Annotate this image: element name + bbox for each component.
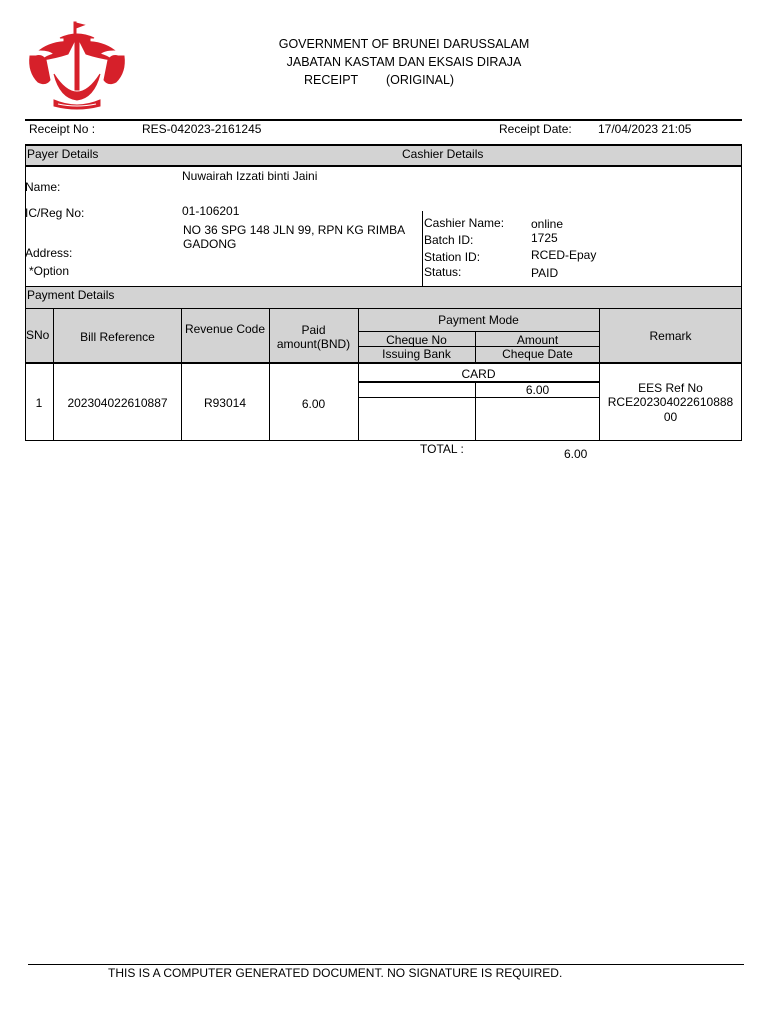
rule	[358, 397, 599, 398]
payer-address-line1: NO 36 SPG 148 JLN 99, RPN KG RIMBA	[183, 223, 406, 237]
col-payment-mode: Payment Mode	[438, 313, 519, 327]
receipt-no-value: RES-042023-2161245	[142, 122, 262, 136]
footer-rule	[28, 964, 744, 965]
total-value: 6.00	[564, 447, 588, 461]
receipt-no-label: Receipt No :	[29, 122, 96, 136]
payment-details-label: Payment Details	[27, 288, 115, 302]
payer-option-label: *Option	[29, 264, 70, 278]
col-amount: Amount	[516, 333, 559, 347]
rule	[25, 440, 742, 441]
row-sno: 1	[35, 396, 43, 410]
cashier-name-value: online	[531, 217, 564, 231]
payer-name-value: Nuwairah Izzati binti Jaini	[182, 169, 318, 183]
rule	[25, 362, 742, 364]
payer-address-line2: GADONG	[183, 237, 237, 251]
rule	[53, 308, 54, 441]
header-original: (ORIGINAL)	[386, 73, 455, 87]
header-receipt: RECEIPT	[304, 73, 359, 87]
col-remark: Remark	[649, 329, 692, 343]
cashier-status-value: PAID	[531, 266, 559, 280]
rule	[25, 308, 742, 309]
row-remark-line1: EES Ref No	[638, 381, 703, 395]
rule	[741, 286, 742, 441]
brunei-emblem	[24, 20, 130, 110]
col-revenue-code: Revenue Code	[184, 322, 266, 336]
cashier-status-label: Status:	[424, 265, 462, 279]
rule	[25, 165, 742, 167]
col-cheque-no: Cheque No	[386, 333, 447, 347]
rule	[358, 331, 599, 332]
payer-details-label: Payer Details	[27, 147, 99, 161]
row-bill-reference: 202304022610887	[67, 396, 168, 410]
col-bill-reference: Bill Reference	[80, 330, 155, 344]
payer-name-label: Name:	[25, 180, 61, 194]
row-paid-amount: 6.00	[301, 397, 326, 411]
rule	[741, 144, 742, 286]
header-government: GOVERNMENT OF BRUNEI DARUSSALAM	[278, 37, 530, 51]
cashier-batch-value: 1725	[531, 231, 558, 245]
payer-ic-label: IC/Reg No:	[25, 206, 85, 220]
cashier-details-label: Cashier Details	[402, 147, 484, 161]
footer-note: THIS IS A COMPUTER GENERATED DOCUMENT. NO SIGNATURE IS REQUIRED.	[108, 966, 563, 980]
total-label: TOTAL :	[420, 442, 464, 456]
col-paid-line2: amount(BND)	[276, 337, 351, 351]
col-issuing-bank: Issuing Bank	[382, 347, 451, 361]
header-department: JABATAN KASTAM DAN EKSAIS DIRAJA	[286, 55, 522, 69]
payer-ic-value: 01-106201	[182, 204, 240, 218]
rule	[25, 286, 26, 441]
cashier-station-label: Station ID:	[424, 250, 481, 264]
rule	[25, 286, 742, 287]
row-revenue-code: R93014	[203, 396, 247, 410]
row-remark-line3: 00	[663, 410, 678, 424]
receipt-date-label: Receipt Date:	[499, 122, 572, 136]
payment-details-bar	[25, 286, 742, 308]
row-remark-line2: RCE202304022610888	[607, 395, 734, 409]
receipt-date-value: 17/04/2023 21:05	[598, 122, 692, 136]
cashier-station-value: RCED-Epay	[531, 248, 597, 262]
col-sno: SNo	[26, 328, 50, 342]
col-cheque-date: Cheque Date	[502, 347, 573, 361]
row-payment-mode: CARD	[461, 367, 496, 381]
rule	[25, 144, 742, 146]
col-paid-line1: Paid	[301, 323, 326, 337]
payer-address-label: Address:	[25, 246, 73, 260]
cashier-divider	[422, 211, 423, 286]
row-mode-amount: 6.00	[525, 383, 550, 397]
receipt-top-rule	[25, 119, 742, 121]
cashier-name-label: Cashier Name:	[424, 216, 505, 230]
payer-cashier-header-bar	[25, 145, 742, 165]
cashier-batch-label: Batch ID:	[424, 233, 474, 247]
